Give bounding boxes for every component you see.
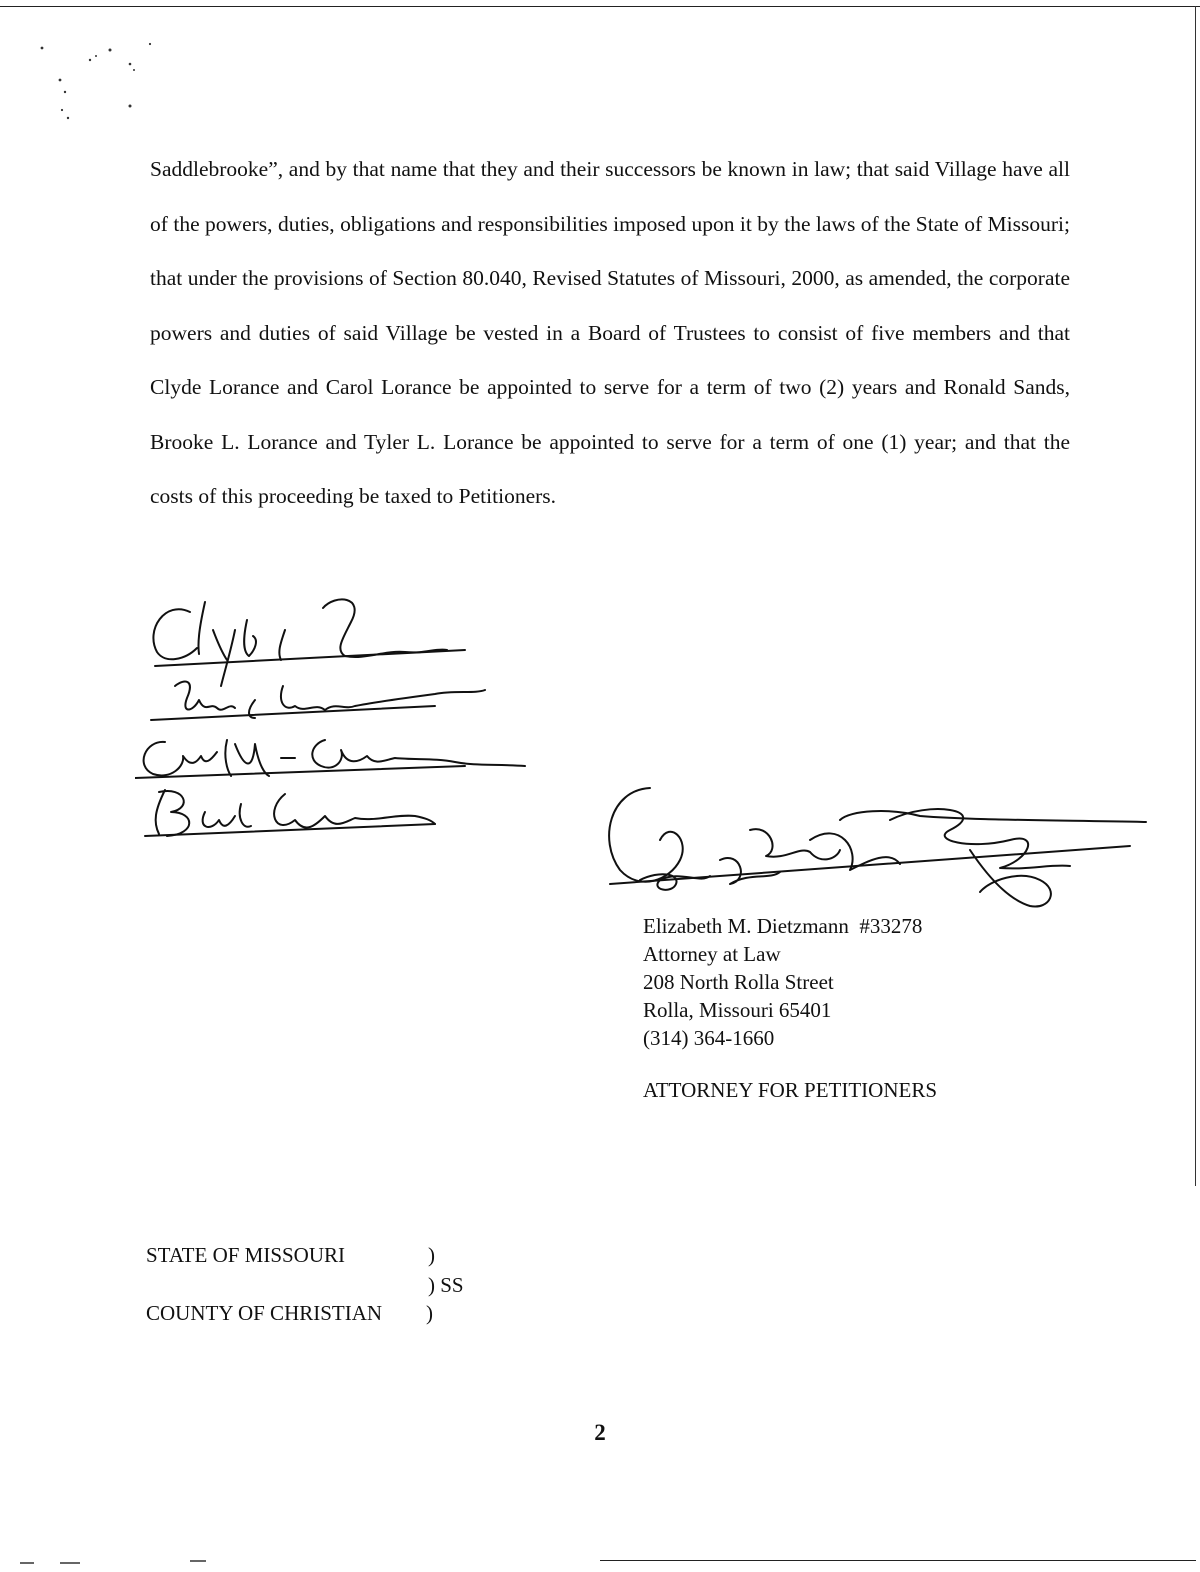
venue-ss: ) SS	[428, 1273, 464, 1297]
body-paragraph: Saddlebrooke”, and by that name that they and their successors be known in law; that said Village have all of the powers, duties, obligations and responsibilities imposed upon it by the laws of the State of Missouri; that under the provisions of Section 80.040, Revised Statutes of Missouri, 2000, as amended, the corporate powers and duties of said Village be vested in a Board of Trustees to consist of five members and that Clyde Lorance and Carol Lorance be appointed to serve for a term of two (2) years and Ronald Sands, Brooke L. Lorance and Tyler L. Lorance be appointed to serve for a term of one (1) year; and that the costs of this proceeding be taxed to Petitioners.	[150, 157, 1070, 508]
signature-tyler-lorance	[151, 682, 485, 720]
petitioner-signatures	[135, 590, 535, 850]
page-number: 2	[594, 1420, 606, 1445]
venue-county-paren: )	[426, 1301, 433, 1325]
scan-noise-marks	[30, 40, 160, 130]
attorney-signature	[590, 780, 1160, 930]
signature-carol-lorance	[135, 740, 525, 778]
attorney-title: Attorney at Law	[643, 942, 781, 966]
venue-state-paren: )	[428, 1243, 435, 1267]
signature-brooke-lorance	[145, 790, 435, 836]
venue-state: STATE OF MISSOURI	[146, 1243, 346, 1267]
attorney-street: 208 North Rolla Street	[643, 970, 834, 994]
scan-bottom-marks	[20, 1555, 280, 1569]
page-right-border	[1195, 6, 1196, 1186]
attorney-name: Elizabeth M. Dietzmann #33278	[643, 914, 923, 938]
signature-clyde-lorance	[153, 599, 465, 686]
attorney-contact-block	[643, 912, 922, 1052]
attorney-city: Rolla, Missouri 65401	[643, 998, 832, 1022]
page-bottom-border	[600, 1560, 1196, 1561]
attorney-phone: (314) 364-1660	[643, 1026, 775, 1050]
page-top-border	[0, 6, 1200, 7]
venue-county: COUNTY OF CHRISTIAN	[146, 1301, 383, 1325]
attorney-role: ATTORNEY FOR PETITIONERS	[643, 1078, 938, 1102]
